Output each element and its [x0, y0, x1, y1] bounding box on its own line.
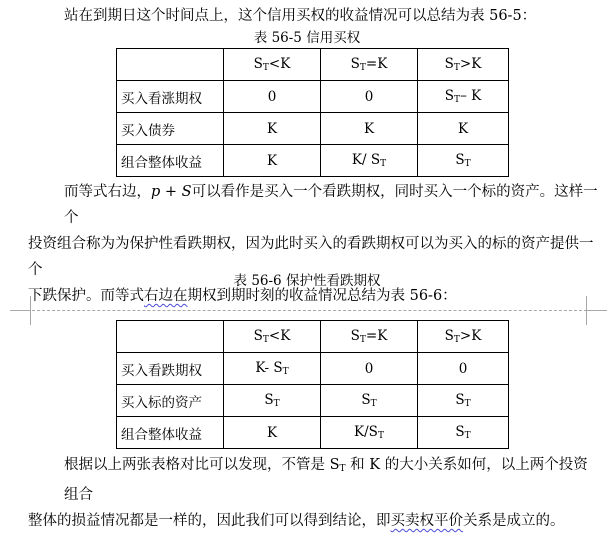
header-empty-cell — [117, 49, 224, 81]
page-corner-mark — [10, 296, 31, 311]
header-cell: $S_T<K$ — [224, 321, 321, 353]
table-cell: K- $S_T$ — [224, 353, 321, 385]
table-row — [117, 385, 509, 417]
table-cell: $S_T-$ K — [418, 81, 509, 113]
row-label: 组合整体收益 — [117, 417, 224, 449]
row-label: 买入看涨期权 — [117, 81, 224, 113]
header-cell: $S_T=K$ — [321, 49, 418, 81]
table-cell: K/ $S_T$ — [321, 145, 418, 177]
table-cell: $S_T$ — [418, 145, 509, 177]
table-cell: $K/S_T$ — [321, 417, 418, 449]
header-cell: $S_T<K$ — [224, 49, 321, 81]
table-row — [117, 417, 509, 449]
table-cell: $S_T$ — [418, 385, 509, 417]
table-cell: $S_T$ — [321, 385, 418, 417]
table-cell: $S_T$ — [418, 417, 509, 449]
grammar-squiggle: 右边在 — [144, 288, 188, 304]
table-cell: K — [418, 113, 509, 145]
header-empty-cell — [117, 321, 224, 353]
table-row — [117, 81, 509, 113]
table2-caption: 表 56-6 保护性看跌期权 — [233, 273, 381, 289]
intro-paragraph: 站在到期日这个时间点上，这个信用买权的收益情况可以总结为表 56-5： — [64, 8, 537, 24]
table-cell: K — [224, 113, 321, 145]
table-header-row — [117, 321, 509, 353]
grammar-squiggle: 买卖权平价 — [390, 513, 463, 529]
page-corner-mark — [586, 310, 607, 325]
row-label: 买入看跌期权 — [117, 353, 224, 385]
table-cell: 0 — [321, 353, 418, 385]
table-cell: K — [224, 145, 321, 177]
table-row — [117, 113, 509, 145]
protective-put-paragraph: 而等式右边，p + S可以看作是买入一个看跌期权，同时买入一个标的资产。这样一个 投资组合称为为保护性看跌期权，因为此时买入的看跌期权可以为买入的标的资产提供一个 下跌保护。而等式右边在期权到期时刻的收益情况总结为表 56-6： — [28, 184, 598, 304]
table-row — [117, 353, 509, 385]
table1-credit-call — [116, 48, 509, 177]
table1-caption: 表 56-5 信用买权 — [253, 30, 361, 46]
row-label: 组合整体收益 — [117, 145, 224, 177]
header-cell: $S_T>K$ — [418, 49, 509, 81]
header-cell: $S_T>K$ — [418, 321, 509, 353]
header-cell: $S_T=K$ — [321, 321, 418, 353]
table-cell: 0 — [224, 81, 321, 113]
table-cell: K — [321, 113, 418, 145]
table2-protective-put — [116, 320, 509, 449]
page-corner-mark — [586, 296, 607, 311]
conclusion-paragraph: 根据以上两张表格对比可以发现，不管是 $S_T$ 和 K 的大小关系如何，以上两个投资组合 整体的损益情况都是一样的，因此我们可以得到结论，即买卖权平价关系是成立的。 — [28, 457, 588, 529]
row-label: 买入债券 — [117, 113, 224, 145]
table-cell: 0 — [321, 81, 418, 113]
page-corner-mark — [10, 310, 31, 325]
table-cell: 0 — [418, 353, 509, 385]
table-header-row — [117, 49, 509, 81]
table-cell: $S_T$ — [224, 385, 321, 417]
row-label: 买入标的资产 — [117, 385, 224, 417]
page-break-line — [22, 310, 592, 311]
table-row — [117, 145, 509, 177]
table-cell: K — [224, 417, 321, 449]
